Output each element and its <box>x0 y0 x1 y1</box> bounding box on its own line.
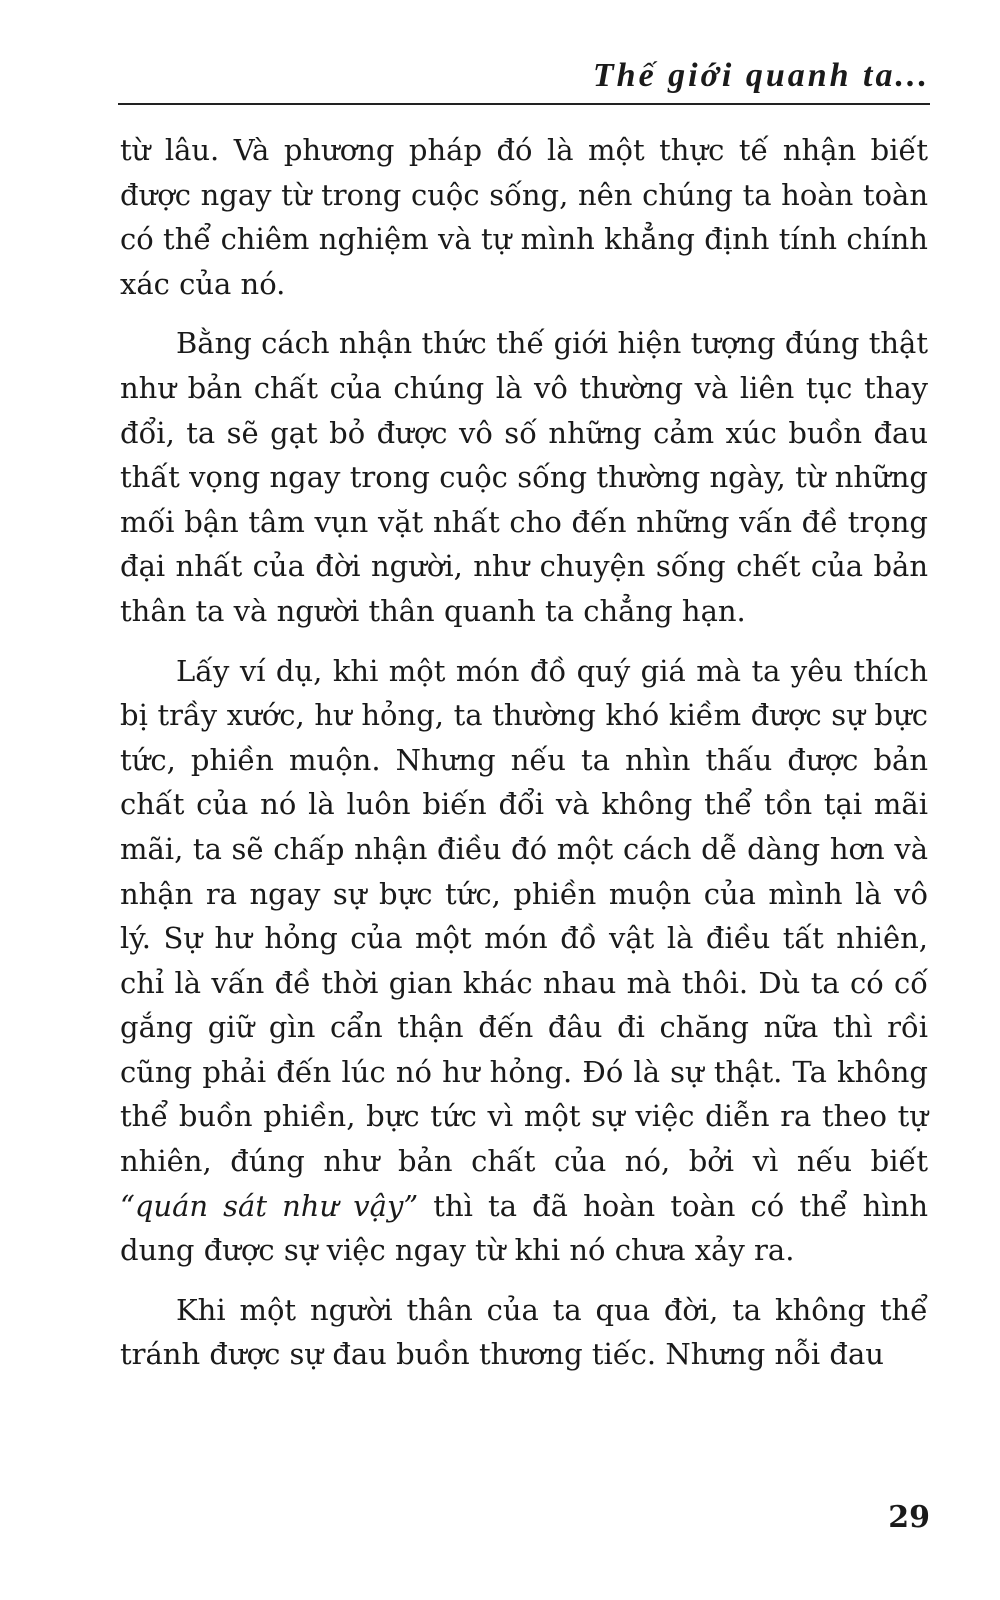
paragraph-1: từ lâu. Và phương pháp đó là một thực tế nhận biết được ngay từ trong cuộc sống, nên chúng ta hoàn toàn có thể chiêm nghiệm và tự mình khẳng định tính chính xác của nó. <box>120 133 928 301</box>
page-number: 29 <box>888 1500 930 1535</box>
paragraph-3-quote: “quán sát như vậy” <box>120 1188 419 1223</box>
page-body <box>120 128 928 1392</box>
header-divider <box>118 103 930 105</box>
paragraph-3-text-before: Lấy ví dụ, khi một món đồ quý giá mà ta yêu thích bị trầy xước, hư hỏng, ta thường khó kiềm được sự bực tức, phiền muộn. Nhưng nếu ta nhìn thấu được bản chất của nó là luôn biến đổi và không thể tồn tại mãi mãi, ta sẽ chấp nhận điều đó một cách dễ dàng hơn và nhận ra ngay sự bực tức, phiền muộn của mình là vô lý. Sự hư hỏng của một món đồ vật là điều tất nhiên, chỉ là vấn đề thời gian khác nhau mà thôi. Dù ta có cố gắng giữ gìn cẩn thận đến đâu đi chăng nữa thì rồi cũng phải đến lúc nó hư hỏng. Đó là sự thật. Ta không thể buồn phiền, bực tức vì một sự việc diễn ra theo tự nhiên, đúng như bản chất của nó, bởi vì nếu biết <box>120 653 928 1179</box>
paragraph-3-text-after: thì ta đã hoàn toàn có thể hình dung được sự việc ngay từ khi nó chưa xảy ra. <box>120 1188 928 1268</box>
paragraph-4: Khi một người thân của ta qua đời, ta không thể tránh được sự đau buồn thương tiếc. Nhưng nỗi đau <box>120 1292 928 1372</box>
paragraph-2: Bằng cách nhận thức thế giới hiện tượng đúng thật như bản chất của chúng là vô thường và liên tục thay đổi, ta sẽ gạt bỏ được vô số những cảm xúc buồn đau thất vọng ngay trong cuộc sống thường ngày, từ những mối bận tâm vụn vặt nhất cho đến những vấn đề trọng đại nhất của đời người, như chuyện sống chết của bản thân ta và người thân quanh ta chẳng hạn. <box>120 326 928 628</box>
running-header-title: Thế giới quanh ta... <box>592 57 930 94</box>
paragraph-3 <box>120 649 928 1273</box>
